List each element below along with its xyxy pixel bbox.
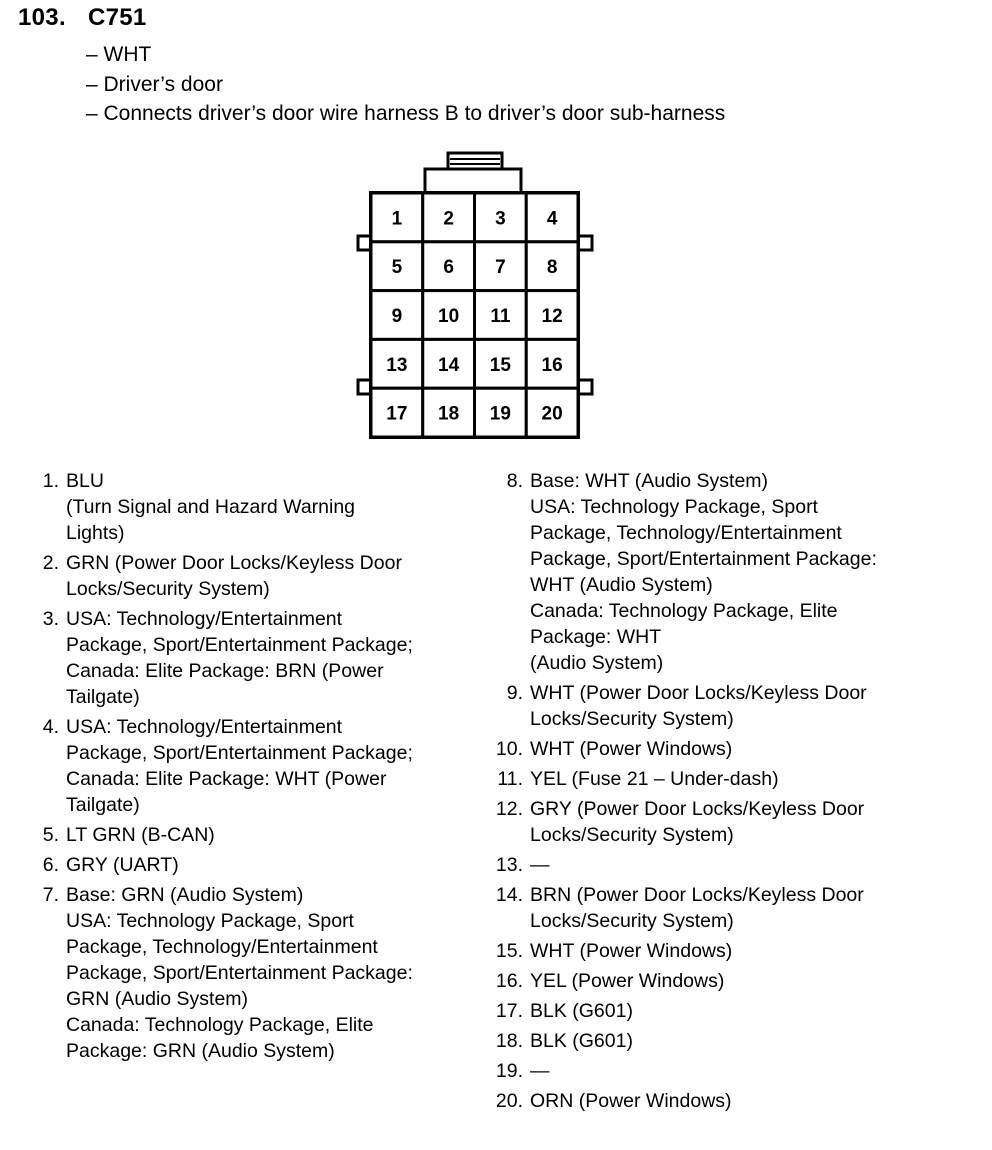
pin-entry-description: GRY (Power Door Locks/Keyless Door Locks/Security System) <box>530 798 865 846</box>
connector-latch <box>425 169 521 193</box>
pin-entry-number: 14. <box>495 884 523 906</box>
pin-entry-number: 20. <box>495 1090 523 1112</box>
pin-number-label: 16 <box>541 354 563 376</box>
pin-entry-description: BLK (G601) <box>530 1030 633 1052</box>
pin-entry-number: 19. <box>495 1060 523 1082</box>
pin-entry <box>24 606 464 710</box>
pin-number-label: 11 <box>490 306 511 327</box>
pin-entry-number: 13. <box>495 854 523 876</box>
description-line: – Driver’s door <box>86 72 223 96</box>
pin-number-label: 6 <box>443 257 454 279</box>
description-line: – Connects driver’s door wire harness B to driver’s door sub-harness <box>86 102 726 125</box>
pin-entry-number: 10. <box>495 738 523 760</box>
pin-entry <box>488 998 948 1024</box>
pin-entry-number: 2. <box>42 552 59 574</box>
pin-number-label: 15 <box>489 354 511 376</box>
pin-number-label: 13 <box>386 354 408 376</box>
pin-entry <box>488 468 948 676</box>
pin-entry-number: 11. <box>497 768 523 790</box>
pin-entry-description: Base: WHT (Audio System) USA: Technology Package, Sport Package, Technology/Entertainment Package, Sport/Entertainment Package: WHT (Audio System) Canada: Technology Package, Elite Package: WHT (Audio System) <box>530 470 877 674</box>
pin-entry <box>488 766 948 792</box>
pin-entry <box>488 938 948 964</box>
pin-entry <box>24 550 464 602</box>
pin-number-label: 12 <box>541 306 563 327</box>
pin-entry-number: 18. <box>495 1030 523 1052</box>
pin-entry-description: GRN (Power Door Locks/Keyless Door Locks/Security System) <box>66 552 402 600</box>
pin-entry-number: 1. <box>42 470 59 492</box>
pin-list-left <box>24 468 464 1068</box>
pin-entry <box>24 822 464 848</box>
pin-entry <box>488 1058 948 1084</box>
pin-number-label: 20 <box>541 403 563 425</box>
connector-lug <box>578 380 592 394</box>
pin-number-label: 10 <box>438 306 460 327</box>
connector-heading <box>18 4 147 32</box>
pin-entry-number: 7. <box>42 884 59 906</box>
pin-entry-description: YEL (Fuse 21 – Under-dash) <box>530 768 779 790</box>
pin-entry-description: BLK (G601) <box>530 1000 633 1022</box>
pin-entry-number: 5. <box>42 824 59 846</box>
pin-entry-number: 12. <box>495 798 523 820</box>
pin-entry <box>488 1028 948 1054</box>
pin-entry <box>24 714 464 818</box>
pin-entry <box>488 1088 948 1114</box>
pin-entry-description: BLU (Turn Signal and Hazard Warning Lights) <box>66 470 356 544</box>
pin-entry-description: WHT (Power Door Locks/Keyless Door Locks/Security System) <box>530 682 867 730</box>
pin-number-label: 18 <box>438 403 460 425</box>
connector-lug <box>578 236 592 250</box>
pin-number-label: 4 <box>546 208 558 230</box>
pin-entry-description: BRN (Power Door Locks/Keyless Door Locks/Security System) <box>530 884 864 932</box>
pin-entry-number: 17. <box>495 1000 523 1022</box>
pin-entry-number: 6. <box>42 854 59 876</box>
connector-description <box>86 40 725 129</box>
pin-entry-number: 8. <box>506 470 523 492</box>
pin-entry-number: 9. <box>506 682 523 704</box>
pin-entry-description: GRY (UART) <box>66 854 179 876</box>
pin-entry-description: USA: Technology/Entertainment Package, Sport/Entertainment Package; Canada: Elite Package: WHT (Power Tailgate) <box>66 716 413 816</box>
pin-entry-description: — <box>530 1060 550 1082</box>
pin-number-label: 3 <box>495 208 506 230</box>
pin-entry-description: WHT (Power Windows) <box>530 738 733 760</box>
pin-entry-description: USA: Technology/Entertainment Package, Sport/Entertainment Package; Canada: Elite Package: BRN (Power Tailgate) <box>66 608 413 708</box>
pin-entry-number: 4. <box>42 716 59 738</box>
pin-number-label: 14 <box>438 354 460 376</box>
connector-id: C751 <box>88 4 147 31</box>
pin-entry-description: LT GRN (B-CAN) <box>66 824 215 846</box>
pin-number-label: 7 <box>495 257 506 279</box>
pin-entry <box>488 968 948 994</box>
pin-entry <box>488 680 948 732</box>
pin-entry <box>24 882 464 1064</box>
pin-entry-description: — <box>530 854 550 876</box>
pin-entry <box>488 736 948 762</box>
pin-entry <box>24 852 464 878</box>
pin-entry-number: 16. <box>495 970 523 992</box>
pin-entry <box>24 468 464 546</box>
pin-number-label: 17 <box>386 403 408 425</box>
pin-entry <box>488 882 948 934</box>
connector-latch-tab <box>448 153 502 169</box>
description-line: – WHT <box>86 43 152 66</box>
pin-list-right <box>488 468 948 1118</box>
pin-entry-number: 3. <box>42 608 59 630</box>
pin-entry-description: YEL (Power Windows) <box>530 970 725 992</box>
pin-entry-description: ORN (Power Windows) <box>530 1090 732 1112</box>
pin-number-label: 8 <box>546 257 558 279</box>
pin-number-label: 19 <box>489 403 511 425</box>
pin-number-label: 9 <box>391 306 403 327</box>
heading-number: 103. <box>18 4 66 31</box>
pin-entry-description: Base: GRN (Audio System) USA: Technology Package, Sport Package, Technology/Entertainment Package, Sport/Entertainment Package: GRN (Audio System) Canada: Technology Package, Elite Package: GRN (Audio System) <box>66 884 413 1062</box>
pin-entry <box>488 852 948 878</box>
pin-entry <box>488 796 948 848</box>
pin-number-label: 1 <box>391 208 403 230</box>
pin-entry-number: 15. <box>495 940 523 962</box>
pin-number-label: 2 <box>443 208 454 230</box>
pin-entry-description: WHT (Power Windows) <box>530 940 733 962</box>
connector-diagram <box>354 150 604 442</box>
pin-number-label: 5 <box>391 257 403 279</box>
